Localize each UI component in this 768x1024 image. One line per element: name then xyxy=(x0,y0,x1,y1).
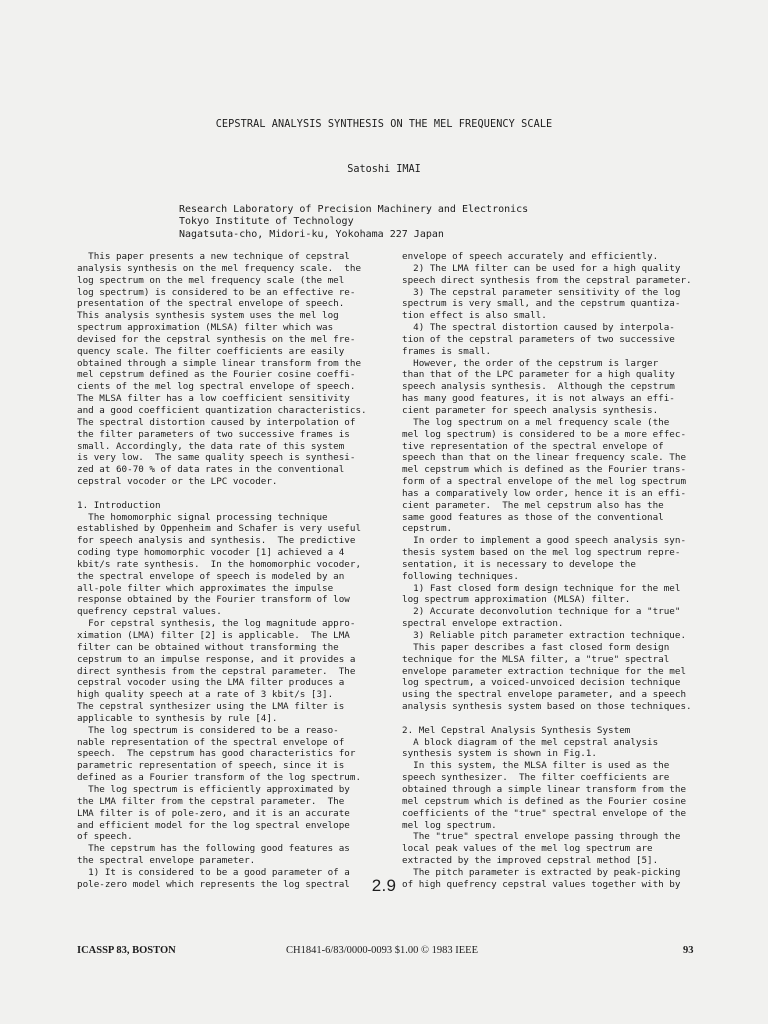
text-line: The log spectrum is considered to be a reaso- xyxy=(77,724,339,736)
text-line: This paper describes a fast closed form design xyxy=(402,641,670,653)
text-line: In order to implement a good speech analysis syn- xyxy=(402,535,687,547)
text-line: log spectrum) is considered to be an effective re- xyxy=(77,286,356,298)
text-line: This paper presents a new technique of cepstral xyxy=(77,251,350,262)
text-line: The homomorphic signal processing technique xyxy=(77,511,328,523)
text-line: and efficient model for the log spectral envelope xyxy=(77,819,350,831)
text-line: tive representation of the spectral envelope of xyxy=(402,440,664,452)
text-line: and a good coefficient quantization characteristics. xyxy=(77,404,367,416)
text-line: is very low. The same quality speech is synthesi- xyxy=(77,452,356,464)
text-line: cepstrum. xyxy=(402,523,453,535)
text-line: filter can be obtained without transforming the xyxy=(77,641,339,653)
footer-copyright: CH1841-6/83/0000-0093 $1.00 © 1983 IEEE xyxy=(286,945,479,956)
text-line: coefficients of the "true" spectral envelope of the xyxy=(402,807,687,819)
text-line: kbit/s rate synthesis. In the homomorphic vocoder, xyxy=(77,558,362,570)
paragraph-gap xyxy=(402,713,702,725)
text-line: pole-zero model which represents the log spectral xyxy=(77,878,350,890)
text-line: the filter parameters of two successive frames is xyxy=(77,428,350,440)
text-line: devised for the cepstral synthesis on the mel fre- xyxy=(77,333,356,345)
affiliation-line: Nagatsuta-cho, Midori-ku, Yokohama 227 Japan xyxy=(179,228,444,240)
text-line: speech. The cepstrum has good characteristics for xyxy=(77,748,356,760)
text-line: obtained through a simple linear transform from the xyxy=(77,357,362,369)
text-line: high quality speech at a rate of 3 kbit/s [3]. xyxy=(77,689,334,701)
text-line: speech than that on the linear frequency scale. The xyxy=(402,452,687,464)
text-line: frames is small. xyxy=(402,345,492,357)
text-line: has a comparatively low order, hence it is an effi- xyxy=(402,487,687,499)
text-line: speech direct synthesis from the cepstral parameter. xyxy=(402,274,692,286)
text-line: applicable to synthesis by rule [4]. xyxy=(77,712,278,724)
text-line: presentation of the spectral envelope of speech. xyxy=(77,298,345,310)
text-line: cient parameter for speech analysis synthesis. xyxy=(402,404,659,416)
text-line: 3) Reliable pitch parameter extraction technique. xyxy=(402,630,687,641)
text-line: the LMA filter from the cepstral parameter. The xyxy=(77,795,345,807)
text-line: defined as a Fourier transform of the log spectrum. xyxy=(77,772,362,784)
text-line: same good features as those of the conventional xyxy=(402,511,664,523)
text-line: The MLSA filter has a low coefficient sensitivity xyxy=(77,393,350,405)
text-line: cepstral vocoder using the LMA filter produces a xyxy=(77,677,345,689)
text-line: 2) Accurate deconvolution technique for a "true" xyxy=(402,606,681,618)
text-line: mel cepstrum defined as the Fourier cosine coeffi- xyxy=(77,369,356,381)
text-line: mel log spectrum. xyxy=(402,819,497,831)
text-line: 2) The LMA filter can be used for a high quality xyxy=(402,262,681,274)
footer-conference: ICASSP 83, BOSTON xyxy=(77,945,176,956)
left-text-column xyxy=(77,251,375,891)
text-line: using the spectral envelope parameter, and a speech xyxy=(402,689,687,701)
text-line: mel cepstrum which is defined as the Fourier cosine xyxy=(402,795,687,807)
text-line: local peak values of the mel log spectrum are xyxy=(402,843,653,855)
session-number: 2.9 xyxy=(371,876,397,895)
text-line: response obtained by the Fourier transform of low xyxy=(77,594,350,606)
text-line: LMA filter is of pole-zero, and it is an accurate xyxy=(77,807,350,819)
text-line: The cepstrum has the following good features as xyxy=(77,843,350,855)
text-line: direct synthesis from the cepstral parameter. The xyxy=(77,665,356,677)
text-line: The log spectrum on a mel frequency scale (the xyxy=(402,416,670,428)
text-line: The cepstral synthesizer using the LMA filter is xyxy=(77,701,345,713)
text-line: coding type homomorphic vocoder [1] achieved a 4 xyxy=(77,547,345,559)
text-line: cepstral vocoder or the LPC vocoder. xyxy=(77,476,278,488)
text-line: 1) It is considered to be a good parameter of a xyxy=(77,866,350,878)
text-line: following techniques. xyxy=(402,570,519,582)
text-line: The "true" spectral envelope passing through the xyxy=(402,831,681,843)
text-line: spectrum is very small, and the cepstrum quantiza- xyxy=(402,298,681,310)
text-line: mel cepstrum which is defined as the Fourier trans- xyxy=(402,464,687,476)
text-line: envelope parameter extraction technique for the mel xyxy=(402,665,687,677)
text-line: For cepstral synthesis, the log magnitude appro- xyxy=(77,618,356,630)
text-line: sentation, it is necessary to develope the xyxy=(402,558,636,570)
footer-page-number: 93 xyxy=(683,945,694,956)
author-affiliation xyxy=(179,204,528,241)
text-line: zed at 60-70 % of data rates in the conventional xyxy=(77,464,345,476)
text-line: quency scale. The filter coefficients are easily xyxy=(77,345,345,357)
text-line: In this system, the MLSA filter is used as the xyxy=(402,760,670,772)
text-line: 1) Fast closed form design technique for the mel xyxy=(402,582,681,594)
text-line: spectral envelope extraction. xyxy=(402,618,564,630)
text-line: quefrency cepstral values. xyxy=(77,606,222,618)
text-line: form of a spectral envelope of the mel log spectrum xyxy=(402,476,687,488)
text-line: thesis system based on the mel log spectrum repre- xyxy=(402,547,681,559)
text-line: cient parameter. The mel cepstrum also has the xyxy=(402,499,664,511)
author-name: Satoshi IMAI xyxy=(347,164,421,175)
text-line: 3) The cepstral parameter sensitivity of the log xyxy=(402,286,681,298)
text-line: tion of the cepstral parameters of two successive xyxy=(402,333,675,345)
text-line: 1. Introduction xyxy=(77,499,161,511)
text-line: obtained through a simple linear transform from the xyxy=(402,783,687,795)
text-line: analysis synthesis system based on those techniques. xyxy=(402,701,692,713)
text-line: mel log spectrum) is considered to be a more effec- xyxy=(402,428,687,440)
text-line: the spectral envelope of speech is modeled by an xyxy=(77,570,345,582)
text-line: cients of the mel log spectral envelope of speech. xyxy=(77,381,356,393)
text-line: speech analysis synthesis. Although the cepstrum xyxy=(402,381,675,393)
text-line: The spectral distortion caused by interpolation of xyxy=(77,416,356,428)
text-line: The log spectrum is efficiently approximated by xyxy=(77,783,350,795)
text-line: established by Oppenheim and Schafer is very useful xyxy=(77,523,362,535)
text-line: envelope of speech accurately and efficiently. xyxy=(402,251,659,262)
text-line: speech synthesizer. The filter coefficients are xyxy=(402,772,670,784)
text-line: all-pole filter which approximates the impulse xyxy=(77,582,334,594)
text-line: 4) The spectral distortion caused by interpola- xyxy=(402,322,675,334)
text-line: has many good features, it is not always an effi- xyxy=(402,393,675,405)
text-line: cepstrum to an impulse response, and it provides a xyxy=(77,653,356,665)
text-line: ximation (LMA) filter [2] is applicable. The LMA xyxy=(77,630,350,641)
text-line: than that of the LPC parameter for a high quality xyxy=(402,369,675,381)
text-line: This analysis synthesis system uses the mel log xyxy=(77,310,339,322)
text-line: nable representation of the spectral envelope of xyxy=(77,736,345,748)
text-line: of high quefrency cepstral values together with by xyxy=(402,878,681,890)
text-line: However, the order of the cepstrum is larger xyxy=(402,357,659,369)
affiliation-line: Research Laboratory of Precision Machinery and Electronics xyxy=(179,204,529,215)
text-line: tion effect is also small. xyxy=(402,310,547,322)
text-line: analysis synthesis on the mel frequency scale. the xyxy=(77,262,362,274)
text-line: synthesis system is shown in Fig.1. xyxy=(402,748,597,760)
text-line: The pitch parameter is extracted by peak-picking xyxy=(402,866,681,878)
text-line: log spectrum, a voiced-unvoiced decision technique xyxy=(402,677,681,689)
text-line: 2. Mel Cepstral Analysis Synthesis System xyxy=(402,724,631,736)
text-line: of speech. xyxy=(77,831,133,843)
text-line: extracted by the improved cepstral method [5]. xyxy=(402,855,659,867)
paragraph-gap xyxy=(77,488,375,500)
text-line: the spectral envelope parameter. xyxy=(77,855,256,867)
affiliation-line: Tokyo Institute of Technology xyxy=(179,216,354,228)
paper-title: CEPSTRAL ANALYSIS SYNTHESIS ON THE MEL FREQUENCY SCALE xyxy=(215,119,553,130)
text-line: parametric representation of speech, since it is xyxy=(77,760,345,772)
text-line: log spectrum on the mel frequency scale (the mel xyxy=(77,274,345,286)
right-text-column xyxy=(402,251,702,891)
text-line: small. Accordingly, the data rate of this system xyxy=(77,440,345,452)
text-line: A block diagram of the mel cepstral analysis xyxy=(402,736,659,748)
text-line: technique for the MLSA filter, a "true" spectral xyxy=(402,653,670,665)
text-line: spectrum approximation (MLSA) filter which was xyxy=(77,322,334,334)
text-line: log spectrum approximation (MLSA) filter. xyxy=(402,594,631,606)
text-line: for speech analysis and synthesis. The predictive xyxy=(77,535,356,547)
